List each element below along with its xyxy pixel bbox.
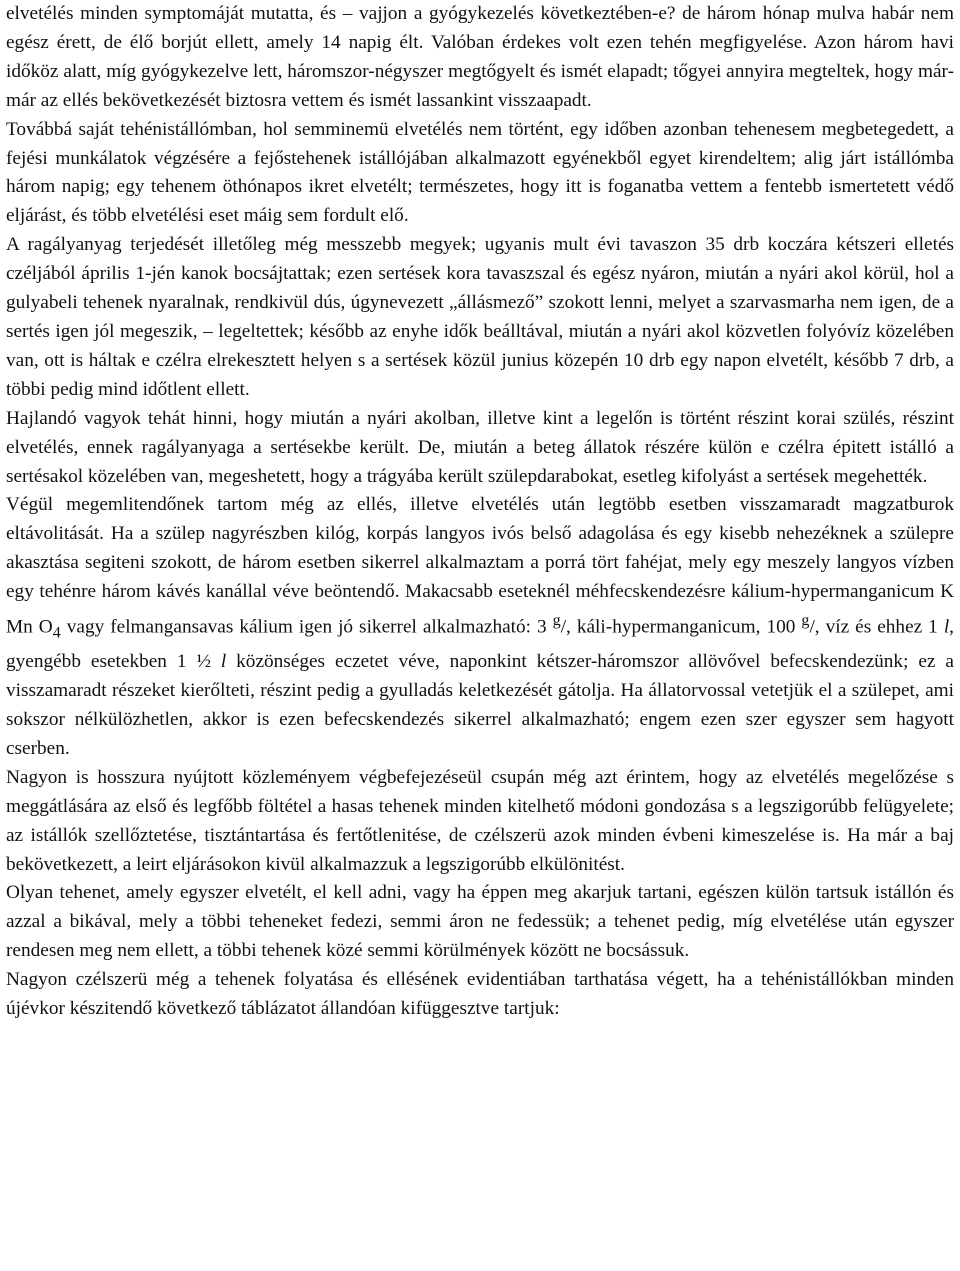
paragraph: Nagyon czélszerü még a tehenek folyatása és ellésének evidentiában tarthatása végett, ha a tehénistállókban minden újévkor készitendő következő táblázatot állandóan kifüggesztve tartjuk: <box>6 969 954 1020</box>
paragraph: Nagyon is hosszura nyújtott közleményem végbefejezéseül csupán még azt érintem, hogy az elvetélés megelőzése s meggátlására az első és legfőbb föltétel a hasas tehenek minden kitelhető módoni gondozása s a legszigorúbb felügyelete; az istállók szellőztetése, tisztántartása és fertőtlenitése, de czélszerü azok minden évbeni kimeszelése is. Ha már a baj bekövetkezett, a leirt eljárásokon kivül alkalmazzuk a legszigorúbb elkülönitést. <box>6 766 954 875</box>
paragraph: Hajlandó vagyok tehát hinni, hogy miután a nyári akolban, illetve kint a legelőn is történt részint korai szülés, részint elvetélés, ennek ragályanyaga a sertésekbe került. De, miután a beteg állatok részére külön e czélra épitett istálló a sertésakol közelében van, megeshetett, hogy a trágyába került szülepdarabokat, esetleg kifolyást a sertések megehették. <box>6 407 954 487</box>
paragraph: Végül megemlitendőnek tartom még az ellés, illetve elvetélés után legtöbb esetben visszamaradt magzatburok eltávolitását. Ha a szülep nagyrészben kilóg, korpás langyos ivós belső adagolása és egy kisebb nehezéknek a szülepre akasztása segiteni szokott, de három esetben sikerrel alkalmaztam a porrá tört fahéjat, mely egy meszely langyos vízben egy tehénre három kávés kanállal véve beöntendő. Makacsabb eseteknél méhfecskendezésre kálium-hypermanganicum K Mn $O_4$ vagy felmangansavas kálium igen jó sikerrel alkalmazható: 3 $^g$/, káli-hypermanganicum, 100 $^g$/, víz és ehhez 1 l, gyengébb esetekben 1 ½ l közönséges eczetet véve, naponkint kétszer-háromszor allövővel befecskendezünk; ez a visszamaradt részeket kierőlteti, részint pedig a gyulladás keletkezését gátolja. Ha állatorvossal vetetjük el a szülepet, ami sokszor nélkülözhetlen, akkor is ezen befecskendezés sikerrel alkalmazható; engem ezen szer egyszer sem hagyott cserben. <box>6 494 954 759</box>
paragraph: Továbbá saját tehénistállómban, hol semminemü elvetélés nem történt, egy időben azonban tehenesem megbetegedett, a fejési munkálatok végzésére a fejőstehenek istállójában alkalmazott egyénekből egyet kirendeltem; alig járt istállómba három napig; egy tehenem öthónapos ikret elvetélt; természetes, hogy itt is foganatba vettem a fentebb ismertetett védő eljárást, és több elvetélési eset máig sem fordult elő. <box>6 118 954 227</box>
paragraph: elvetélés minden symptomáját mutatta, és – vajjon a gyógykezelés következtében-e? de három hónap mulva habár nem egész érett, de élő borjút ellett, amely 14 napig élt. Valóban érdekes volt ezen tehén megfigyelése. Azon három havi időköz alatt, míg gyógykezelve lett, háromszor-négyszer megtőgyelt és ismét elapadt; tőgyei annyira megteltek, hogy már-már az ellés bekövetkezését biztosra vettem és ismét lassankint visszaapadt. <box>6 3 954 111</box>
paragraph: Olyan tehenet, amely egyszer elvetélt, el kell adni, vagy ha éppen meg akarjuk tartani, egészen külön tartsuk istállón és azzal a bikával, mely a többi teheneket fedezi, semmi áron ne fedessük; a tehenet pedig, míg elvetélése után egyszer rendesen meg nem ellett, a többi tehenek közé semmi körülmények között ne bocsássuk. <box>6 882 954 962</box>
paragraph: A ragályanyag terjedését illetőleg még messzebb megyek; ugyanis mult évi tavaszon 35 drb koczára kétszeri elletés czéljából április 1-jén kanok bocsájtattak; ezen sertések kora tavaszszal és egész nyáron, miután a nyári akol körül, hol a gulyabeli tehenek nyaralnak, rendkivül dús, úgynevezett „állásmező” szokott lenni, melyet a szarvasmarha nem igen, de a sertés igen jól megeszik, – legeltettek; később az enyhe idők beálltával, miután a nyári akol közvetlen folyóvíz közelében van, ott is háltak e czélra elrekesztett helyen s a sertések közül junius közepén 10 drb egy napon elvetélt, később 7 drb, a többi pedig mind időtlent ellett. <box>6 234 954 400</box>
